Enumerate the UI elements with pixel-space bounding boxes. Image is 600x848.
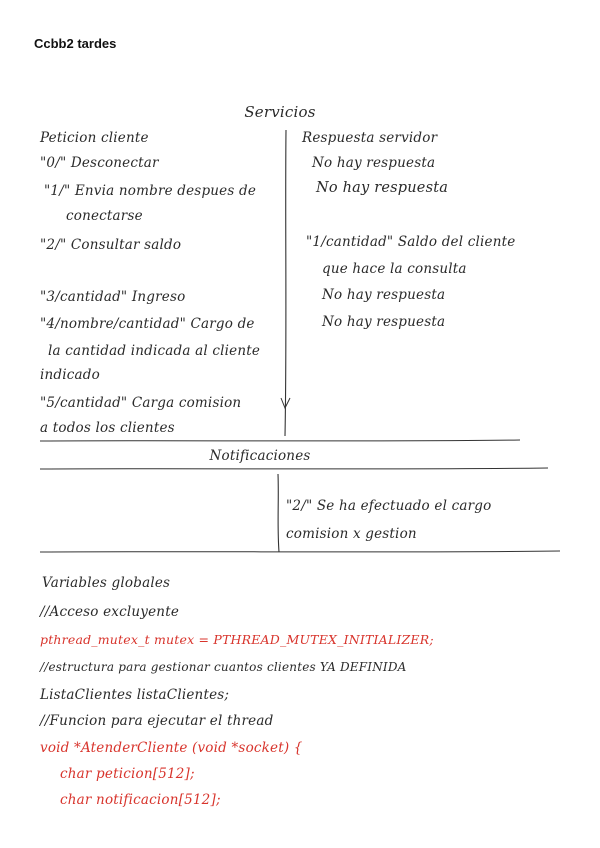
code-note-line: ListaClientes listaClientes; [40,687,230,703]
code-note-line: Variables globales [42,575,171,591]
client-line: "3/cantidad" Ingreso [40,289,186,305]
client-line: "1/" Envia nombre despues de [44,183,257,199]
notification-line: "2/" Se ha efectuado el cargo [286,498,492,514]
services-column-divider [285,130,286,436]
client-line: "5/cantidad" Carga comision [40,395,242,411]
client-line: la cantidad indicada al cliente [48,343,261,359]
server-line: "1/cantidad" Saldo del cliente [306,234,516,250]
notifications-top-rule [40,440,520,441]
server-line: No hay respuesta [322,287,446,303]
server-line: No hay respuesta [322,314,446,330]
client-line: conectarse [66,208,143,224]
client-column-header: Peticion cliente [40,130,149,146]
services-heading: Servicios [244,103,316,121]
code-note-line: //estructura para gestionar cuantos clientes YA DEFINIDA [40,660,407,674]
client-line: "2/" Consultar saldo [40,237,182,253]
notifications-heading: Notificaciones [209,448,311,464]
notifications-bottom-rule [40,551,560,552]
code-line-notificacion: char notificacion[512]; [60,792,221,808]
server-line: No hay respuesta [312,155,436,171]
client-line: indicado [40,367,100,383]
code-line-function: void *AtenderCliente (void *socket) { [40,740,303,756]
server-line: que hace la consulta [322,261,467,277]
code-note-line: //Funcion para ejecutar el thread [40,713,274,729]
client-line: a todos los clientes [40,420,175,436]
code-note-line: //Acceso excluyente [40,604,180,620]
notifications-column-divider [278,474,279,552]
client-line: "4/nombre/cantidad" Cargo de [40,316,255,332]
document-title: Ccbb2 tardes [34,36,117,51]
client-line: "0/" Desconectar [40,155,159,171]
code-line-mutex: pthread_mutex_t mutex = PTHREAD_MUTEX_INITIALIZER; [40,632,434,647]
server-column-header: Respuesta servidor [302,130,438,146]
notification-line: comision x gestion [286,526,417,542]
code-line-peticion: char peticion[512]; [60,766,195,782]
server-line: No hay respuesta [316,180,449,196]
notifications-header-rule [40,468,548,469]
